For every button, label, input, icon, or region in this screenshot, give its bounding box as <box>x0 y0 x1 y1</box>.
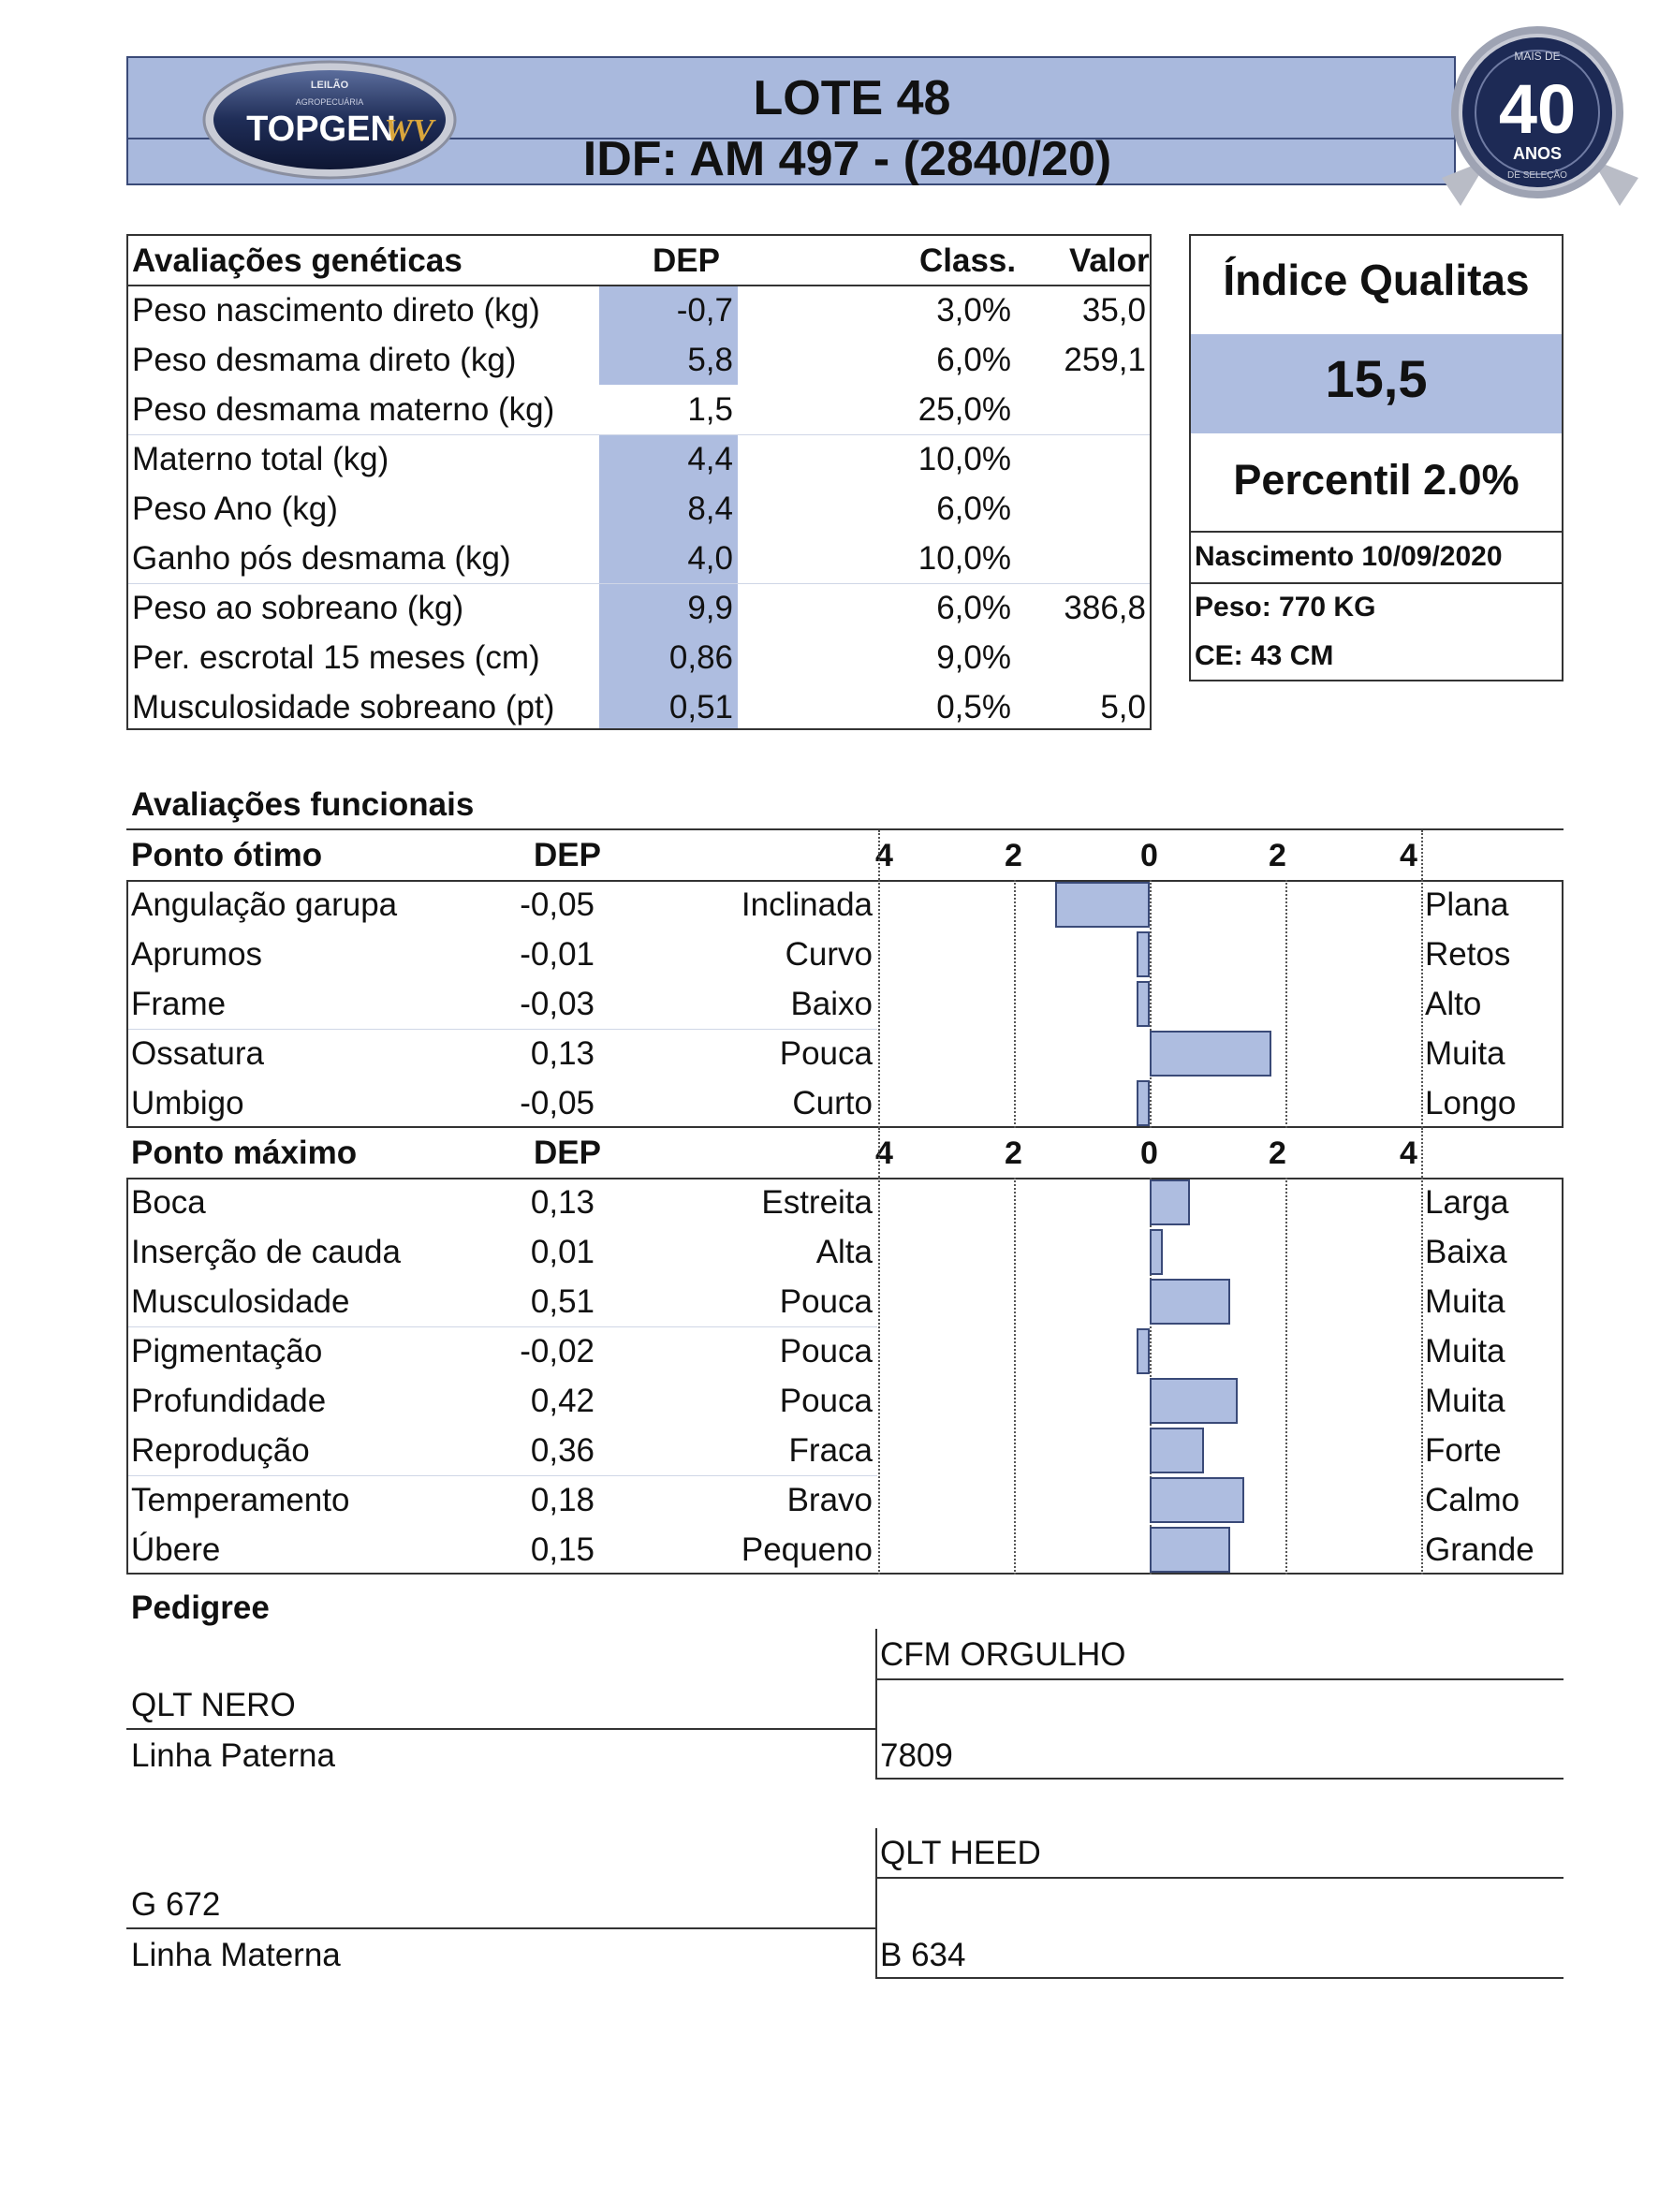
functional-row-left-label: Pouca <box>779 1333 873 1370</box>
qualitas-peso: Peso: 770 KG <box>1195 592 1376 623</box>
genetic-row-name: Peso ao sobreano (kg) <box>132 590 464 626</box>
genetic-row-dep: 5,8 <box>687 342 733 378</box>
genetic-table <box>126 234 1152 730</box>
functional-row-right-label: Forte <box>1425 1432 1502 1469</box>
functional-row-name: Musculosidade <box>131 1283 350 1320</box>
row-separator <box>128 1475 877 1476</box>
genetic-row-name: Peso desmama direto (kg) <box>132 342 517 378</box>
qualitas-title: Índice Qualitas <box>1223 256 1530 304</box>
functional-row-name: Temperamento <box>131 1482 350 1518</box>
functional-bar <box>1150 1428 1204 1473</box>
functional-group-header: Ponto máximo <box>131 1135 358 1171</box>
functional-bar <box>1150 1378 1238 1424</box>
functional-row-dep: 0,01 <box>530 1234 595 1270</box>
functional-row-left-label: Pouca <box>779 1035 873 1072</box>
functional-row-left-label: Fraca <box>788 1432 873 1469</box>
functional-row-dep: -0,01 <box>520 936 595 973</box>
functional-row-right-label: Longo <box>1425 1085 1517 1121</box>
functional-row-right-label: Grande <box>1425 1531 1534 1568</box>
pedigree-title: Pedigree <box>131 1589 270 1626</box>
chart-gridline <box>878 880 880 1128</box>
svg-text:DE SELEÇÃO: DE SELEÇÃO <box>1507 170 1567 181</box>
axis-divider <box>878 1128 880 1178</box>
functional-row-left-label: Pequeno <box>741 1531 873 1568</box>
genetic-row-dep: 4,0 <box>687 540 733 577</box>
chart-gridline <box>878 1178 880 1575</box>
genetic-row-valor: 5,0 <box>1100 689 1146 725</box>
functional-row-name: Aprumos <box>131 936 263 973</box>
functional-row-name: Umbigo <box>131 1085 244 1121</box>
axis-tick-label: 2 <box>1269 1135 1286 1171</box>
functional-row-name: Boca <box>131 1184 206 1221</box>
qualitas-percentil: Percentil 2.0% <box>1233 456 1520 504</box>
genetic-row-class: 25,0% <box>918 391 1011 428</box>
chart-gridline <box>1421 1178 1423 1575</box>
functional-row-dep: 0,51 <box>530 1283 595 1320</box>
genetic-row-dep: -0,7 <box>676 292 733 329</box>
genetic-row-name: Per. escrotal 15 meses (cm) <box>132 639 540 676</box>
axis-tick-label: 4 <box>1400 1135 1417 1171</box>
functional-bar <box>1137 981 1150 1027</box>
functional-row-right-label: Baixa <box>1425 1234 1507 1270</box>
svg-text:40: 40 <box>1498 70 1577 148</box>
axis-tick-label: 4 <box>875 1135 893 1171</box>
functional-row-left-label: Pouca <box>779 1283 873 1320</box>
functional-row-left-label: Bravo <box>786 1482 873 1518</box>
functional-dep-header: DEP <box>534 1135 601 1171</box>
genetic-header-name: Avaliações genéticas <box>132 242 462 279</box>
genetic-row-dep: 8,4 <box>687 491 733 527</box>
axis-tick-label: 0 <box>1140 1135 1158 1171</box>
genetic-header-dep: DEP <box>653 242 720 279</box>
axis-divider <box>1421 830 1423 880</box>
functional-bar <box>1150 1229 1163 1275</box>
functional-row-name: Úbere <box>131 1531 221 1568</box>
svg-text:TOPGEN: TOPGEN <box>246 110 396 149</box>
functional-row-dep: -0,05 <box>520 886 595 923</box>
qualitas-value: 15,5 <box>1325 349 1428 408</box>
functional-row-dep: -0,03 <box>520 986 595 1022</box>
functional-bar <box>1137 931 1150 977</box>
functional-row-dep: 0,42 <box>530 1383 595 1419</box>
axis-tick-label: 2 <box>1005 1135 1022 1171</box>
pedigree-sire-dam: 7809 <box>880 1737 953 1774</box>
genetic-row-dep: 0,51 <box>668 689 733 725</box>
functional-row-dep: 0,13 <box>530 1035 595 1072</box>
functional-row-right-label: Retos <box>1425 936 1511 973</box>
functional-row-name: Inserção de cauda <box>131 1234 401 1270</box>
genetic-row-valor: 386,8 <box>1064 590 1146 626</box>
functional-row-right-label: Plana <box>1425 886 1509 923</box>
genetic-row-class: 6,0% <box>936 590 1011 626</box>
axis-divider <box>878 830 880 880</box>
genetic-row-valor: 259,1 <box>1064 342 1146 378</box>
functional-group-header: Ponto ótimo <box>131 837 323 873</box>
functional-row-dep: -0,02 <box>520 1333 595 1370</box>
svg-text:WV: WV <box>384 113 434 148</box>
pedigree-sire: QLT NERO <box>131 1687 296 1723</box>
functional-row-right-label: Muita <box>1425 1383 1505 1419</box>
svg-text:LEILÃO: LEILÃO <box>310 80 349 91</box>
genetic-row-class: 6,0% <box>936 342 1011 378</box>
functional-row-dep: 0,15 <box>530 1531 595 1568</box>
pedigree-dam-label: Linha Materna <box>131 1937 341 1973</box>
axis-tick-label: 4 <box>875 838 893 873</box>
svg-text:MAIS DE: MAIS DE <box>1514 50 1561 63</box>
genetic-row-name: Peso desmama materno (kg) <box>132 391 555 428</box>
axis-tick-label: 2 <box>1005 838 1022 873</box>
functional-row-name: Reprodução <box>131 1432 310 1469</box>
svg-text:ANOS: ANOS <box>1512 144 1563 163</box>
functional-bar <box>1055 882 1150 928</box>
genetic-row-class: 0,5% <box>936 689 1011 725</box>
functional-row-left-label: Curto <box>792 1085 873 1121</box>
functional-row-left-label: Baixo <box>790 986 873 1022</box>
chart-gridline <box>1014 1178 1016 1575</box>
functional-row-left-label: Estreita <box>761 1184 873 1221</box>
functional-row-right-label: Alto <box>1425 986 1482 1022</box>
axis-tick-label: 0 <box>1140 838 1158 873</box>
row-separator <box>128 1029 877 1030</box>
functional-row-right-label: Muita <box>1425 1035 1505 1072</box>
chart-gridline <box>1285 880 1287 1128</box>
functional-row-name: Pigmentação <box>131 1333 323 1370</box>
lote-idf: IDF: AM 497 - (2840/20) <box>582 132 1112 186</box>
pedigree-dam-sire: QLT HEED <box>880 1835 1041 1871</box>
pedigree-dam-dam: B 634 <box>880 1937 966 1973</box>
genetic-row-class: 3,0% <box>936 292 1011 329</box>
genetic-row-dep: 1,5 <box>687 391 733 428</box>
functional-row-dep: -0,05 <box>520 1085 595 1121</box>
genetic-row-class: 10,0% <box>918 441 1011 477</box>
functional-dep-header: DEP <box>534 837 601 873</box>
functional-row-right-label: Larga <box>1425 1184 1509 1221</box>
axis-divider <box>1421 1128 1423 1178</box>
genetic-header-class: Class. <box>919 242 1017 279</box>
functional-row-left-label: Curvo <box>785 936 873 973</box>
topgen-logo <box>201 58 459 182</box>
qualitas-nascimento: Nascimento 10/09/2020 <box>1195 541 1503 572</box>
genetic-row-dep: 9,9 <box>687 590 733 626</box>
chart-gridline <box>1421 880 1423 1128</box>
svg-text:AGROPECUÁRIA: AGROPECUÁRIA <box>295 97 364 107</box>
axis-tick-label: 2 <box>1269 838 1286 873</box>
genetic-row-name: Peso Ano (kg) <box>132 491 338 527</box>
functional-bar <box>1137 1328 1150 1374</box>
functional-row-left-label: Pouca <box>779 1383 873 1419</box>
functional-row-name: Angulação garupa <box>131 886 398 923</box>
chart-gridline <box>1014 880 1016 1128</box>
qualitas-box <box>1189 234 1564 681</box>
genetic-row-name: Musculosidade sobreano (pt) <box>132 689 555 725</box>
functional-row-right-label: Muita <box>1425 1333 1505 1370</box>
functional-row-right-label: Muita <box>1425 1283 1505 1320</box>
genetic-row-dep: 0,86 <box>668 639 733 676</box>
pedigree-dam: G 672 <box>131 1886 221 1923</box>
functional-bar <box>1150 1031 1271 1077</box>
functional-row-dep: 0,18 <box>530 1482 595 1518</box>
genetic-header-valor: Valor <box>1069 242 1150 279</box>
functional-row-name: Profundidade <box>131 1383 327 1419</box>
genetic-row-class: 9,0% <box>936 639 1011 676</box>
functional-row-left-label: Alta <box>815 1234 873 1270</box>
row-separator <box>128 1326 877 1327</box>
anniversary-badge <box>1432 19 1648 225</box>
pedigree-sire-sire: CFM ORGULHO <box>880 1636 1126 1673</box>
functional-bar <box>1150 1477 1244 1523</box>
functional-row-left-label: Inclinada <box>741 886 873 923</box>
functional-row-dep: 0,13 <box>530 1184 595 1221</box>
chart-gridline <box>1285 1178 1287 1575</box>
genetic-row-dep: 4,4 <box>687 441 733 477</box>
genetic-row-name: Ganho pós desmama (kg) <box>132 540 511 577</box>
chart-gridline <box>1150 880 1152 1128</box>
functional-title: Avaliações funcionais <box>131 786 475 823</box>
pedigree-sire-label: Linha Paterna <box>131 1737 335 1774</box>
genetic-row-name: Peso nascimento direto (kg) <box>132 292 540 329</box>
functional-row-name: Frame <box>131 986 227 1022</box>
axis-tick-label: 4 <box>1400 838 1417 873</box>
functional-row-name: Ossatura <box>131 1035 264 1072</box>
functional-bar <box>1137 1080 1150 1126</box>
functional-row-right-label: Calmo <box>1425 1482 1520 1518</box>
qualitas-ce: CE: 43 CM <box>1195 640 1334 671</box>
functional-bar <box>1150 1527 1230 1573</box>
functional-row-dep: 0,36 <box>530 1432 595 1469</box>
genetic-row-class: 6,0% <box>936 491 1011 527</box>
lote-title: LOTE 48 <box>753 71 951 125</box>
genetic-row-valor: 35,0 <box>1081 292 1146 329</box>
genetic-row-name: Materno total (kg) <box>132 441 389 477</box>
functional-bar <box>1150 1279 1230 1325</box>
genetic-row-class: 10,0% <box>918 540 1011 577</box>
functional-bar <box>1150 1179 1190 1225</box>
